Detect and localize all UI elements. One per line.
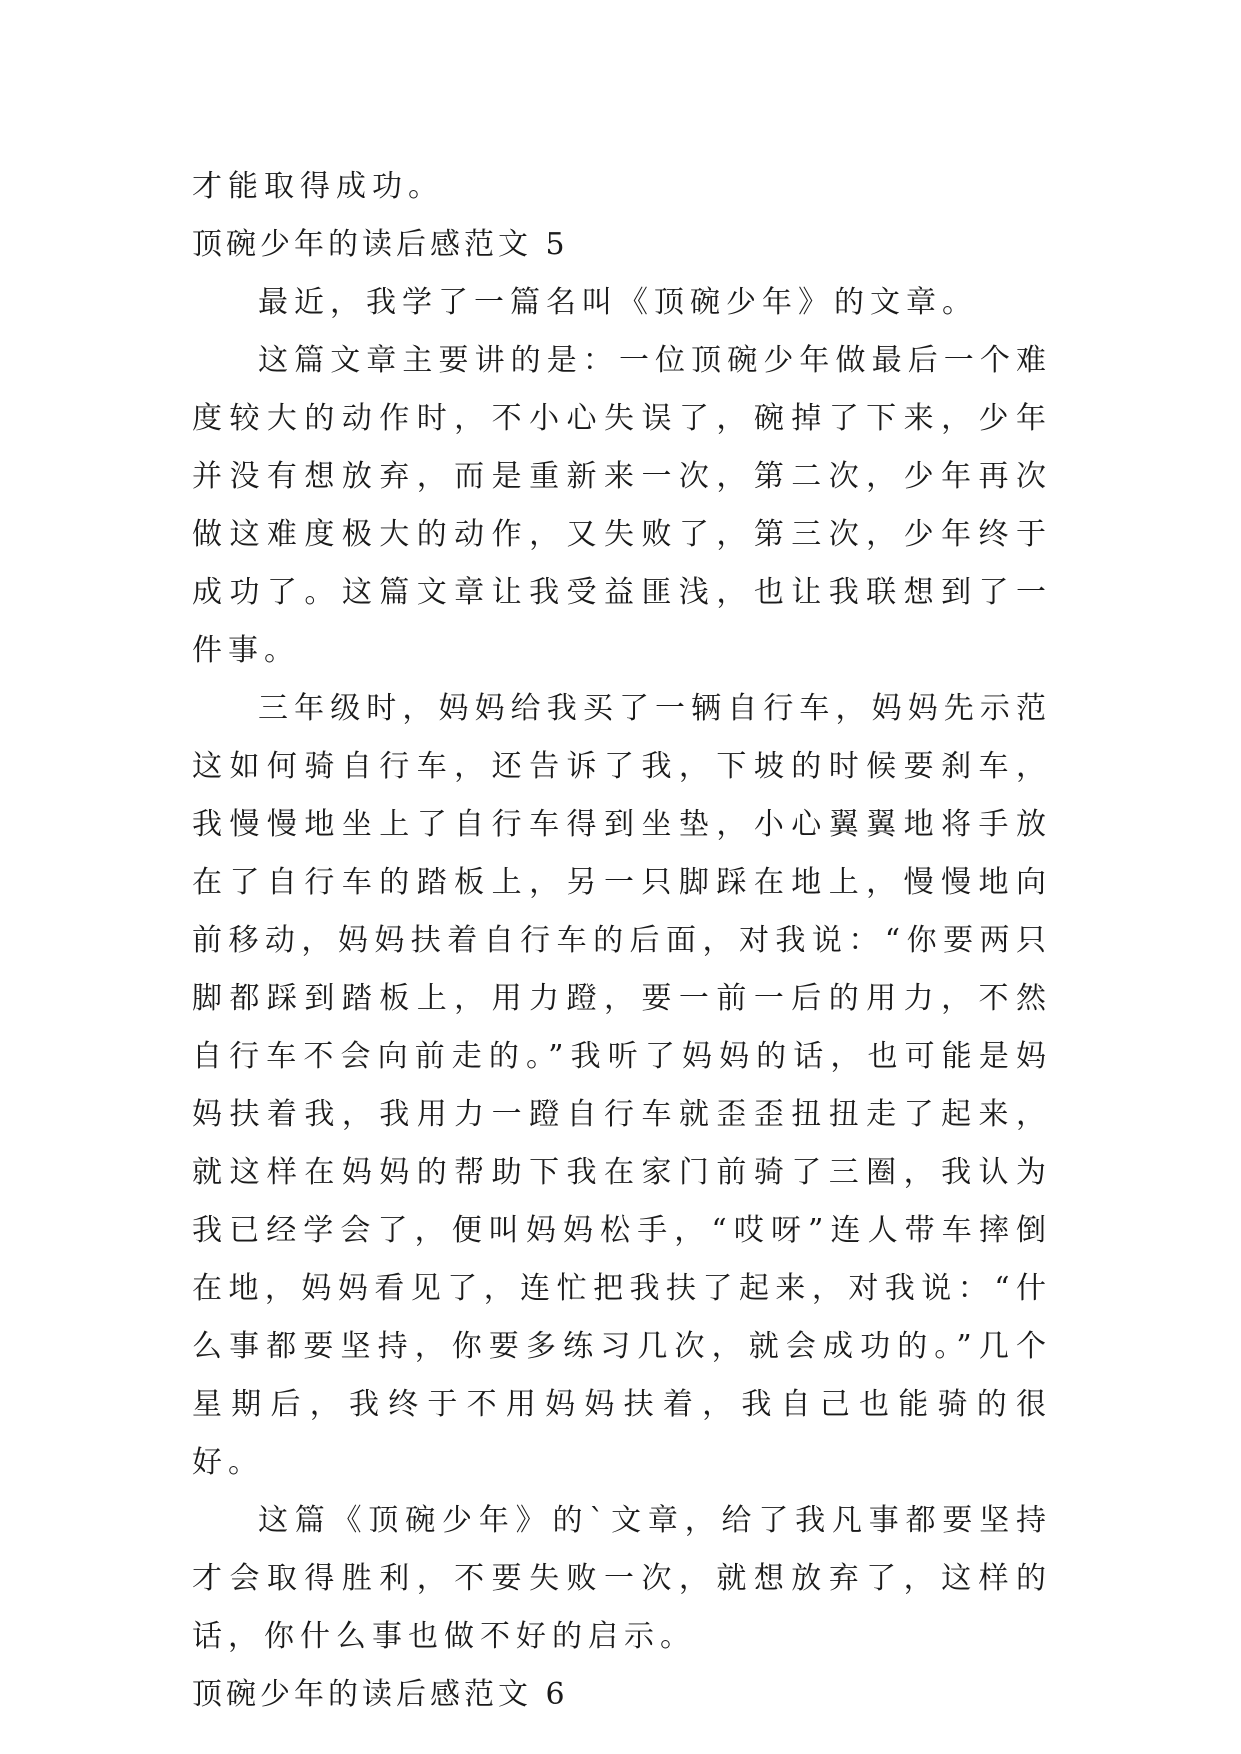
document-body bbox=[192, 158, 1052, 1724]
section-heading-6: 顶碗少年的读后感范文 6 bbox=[192, 1677, 569, 1712]
paragraph: 这篇《顶碗少年》的`文章，给了我凡事都要坚持才会取得胜利，不要失败一次，就想放弃了，这样的话，你什么事也做不好的启示。 bbox=[192, 1503, 1052, 1654]
lead-line: 才能取得成功。 bbox=[192, 169, 444, 204]
paragraph: 这篇文章主要讲的是：一位顶碗少年做最后一个难度较大的动作时，不小心失误了，碗掉了下来，少年并没有想放弃，而是重新来一次，第二次，少年再次做这难度极大的动作，又失败了，第三次，少年终于成功了。这篇文章让我受益匪浅，也让我联想到了一件事。 bbox=[192, 343, 1052, 668]
paragraph: 三年级时，妈妈给我买了一辆自行车，妈妈先示范这如何骑自行车，还告诉了我，下坡的时候要刹车，我慢慢地坐上了自行车得到坐垫，小心翼翼地将手放在了自行车的踏板上，另一只脚踩在地上，慢慢地向前移动，妈妈扶着自行车的后面，对我说：“你要两只脚都踩到踏板上，用力蹬，要一前一后的用力，不然自行车不会向前走的。”我听了妈妈的话，也可能是妈妈扶着我，我用力一蹬自行车就歪歪扭扭走了起来，就这样在妈妈的帮助下我在家门前骑了三圈，我认为我已经学会了，便叫妈妈松手，“哎呀”连人带车摔倒在地，妈妈看见了，连忙把我扶了起来，对我说：“什么事都要坚持，你要多练习几次，就会成功的。”几个星期后，我终于不用妈妈扶着，我自己也能骑的很好。 bbox=[192, 691, 1052, 1480]
paragraph: 最近，我学了一篇名叫《顶碗少年》的文章。 bbox=[258, 285, 978, 320]
section-heading-5: 顶碗少年的读后感范文 5 bbox=[192, 227, 569, 262]
